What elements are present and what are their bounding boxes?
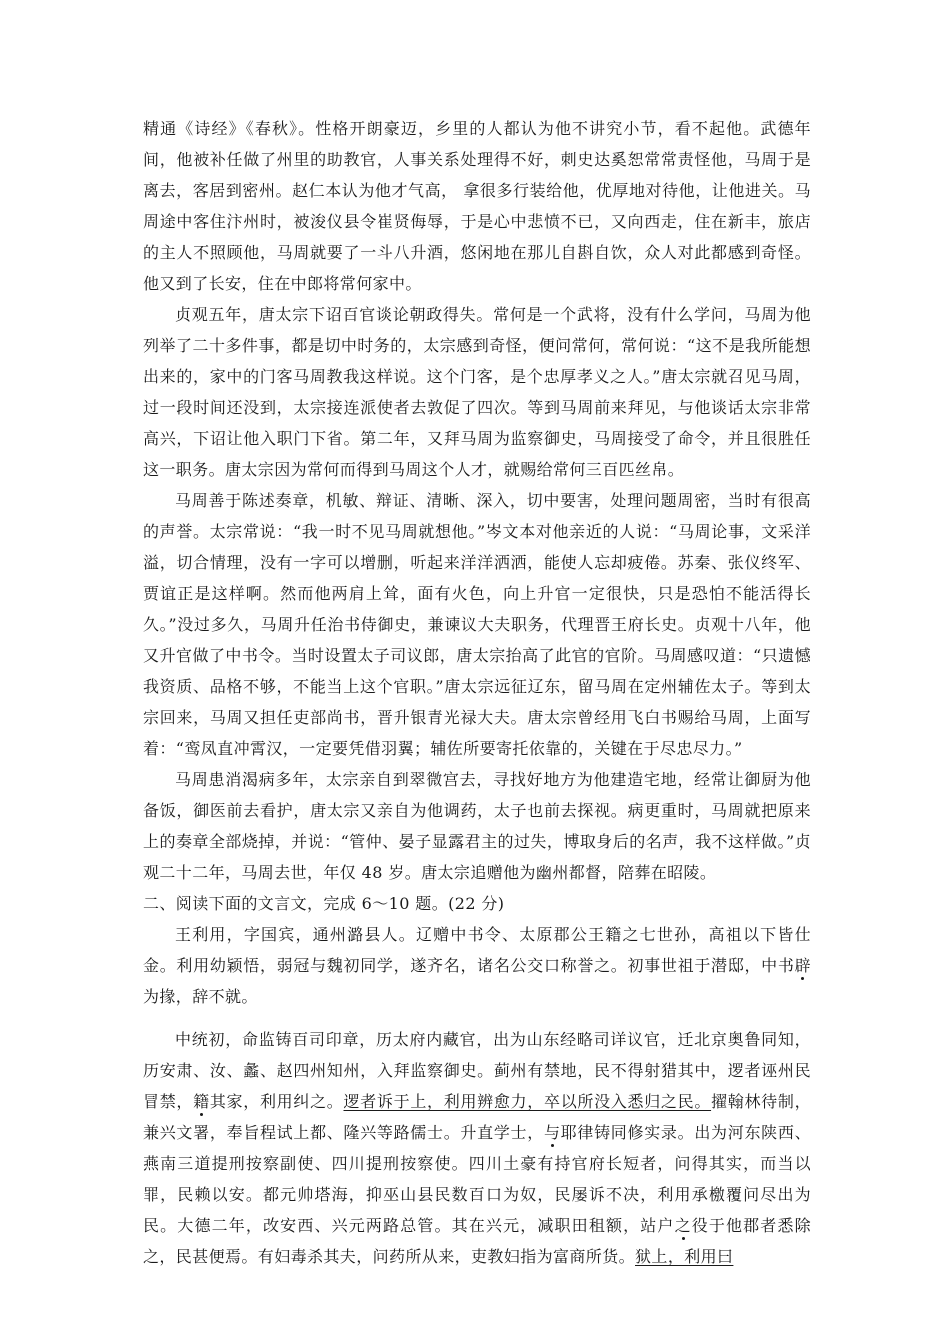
paragraph-6 — [143, 1024, 811, 1272]
section-heading: 二、阅读下面的文言文，完成 6～10 题。(22 分) — [143, 894, 505, 913]
paragraph-5-text-a: 王利用，字国宾，通州潞县人。辽赠中书令、太原郡公王籍之七世孙，高祖以下皆仕金。利用幼颖悟，弱冠与魏初同学，遂齐名，诸名公交口称誉之。初事世祖于潜邸，中书 — [143, 925, 811, 975]
paragraph-gap — [143, 1012, 811, 1024]
paragraph-3: 马周善于陈述奏章，机敏、辩证、清晰、深入，切中要害，处理问题周密，当时有很高的声誉。太宗常说：“我一时不见马周就想他。”岑文本对他亲近的人说：“马周论事，文采洋溢，切合情理，没有一字可以增删，听起来洋洋洒洒，能使人忘却疲倦。苏秦、张仪终军、贾谊正是这样啊。然而他两肩上耸，面有火色，向上升官一定很快，只是恐怕不能活得长久。”没过多久，马周升任治书侍御史，兼谏议大夫职务，代理晋王府长史。贞观十八年，他又升官做了中书令。当时设置太子司议郎，唐太宗抬高了此官的官阶。马周感叹道：“只遗憾我资质、品格不够，不能当上这个官职。”唐太宗远征辽东，留马周在定州辅佐太子。等到太宗回来，马周又担任吏部尚书，晋升银青光禄大夫。唐太宗曾经用飞白书赐给马周，上面写着：“鸾凤直冲霄汉，一定要凭借羽翼；辅佐所要寄托依靠的，关键在于尽忠尽力。” — [143, 491, 811, 758]
underlined-sentence: 狱上，利用曰 — [635, 1247, 734, 1266]
paragraph-4: 马周患消渴病多年，太宗亲自到翠微宫去，寻找好地方为他建造宅地，经常让御厨为他备饭，御医前去看护，唐太宗又亲自为他调药，太子也前去探视。病更重时，马周就把原来上的奏章全部烧掉，并说：“管仲、晏子显露君主的过失，博取身后的名声，我不这样做。”贞观二十二年，马周去世，年仅 48 岁。唐太宗追赠他为幽州都督，陪葬在昭陵。 — [143, 770, 811, 882]
emphasis-dot-char: 与 — [543, 1123, 561, 1142]
emphasis-dot-char: 籍 — [193, 1092, 210, 1111]
paragraph-6-text-a: 中统初，命监铸百司印章，历太府内藏官，出为山东经略司详议官，迁北京奥鲁同知，历安肃、汝、蠡、赵四州知州，入拜监察御史。蓟州有禁地，民不得射猎其中，逻者诬州民冒禁， — [143, 1030, 811, 1111]
paragraph-6-text-b: 其家，利用纠之。 — [209, 1092, 344, 1111]
paragraph-6-text-c: 擢翰林待制，兼兴文署，奉旨程试上都、隆兴等路儒士。升直学士， — [143, 1092, 811, 1142]
paragraph-6-text-d: 耶律铸同修实录。出为河东陕西、燕南三道提刑按察副使、四川提刑按察使。四川土豪有持官府长短者，问得其实，而当以罪，民赖以安。都元帅塔海，抑巫山县民数百口为奴，民屡诉不决，利用承檄覆问尽出为民。大德二年，改安西、兴元两路总管。其在兴元，减职田租额，站户 — [143, 1123, 811, 1235]
paragraph-5-text-b: 为掾，辞不就。 — [143, 987, 258, 1006]
emphasis-dot-char: 之 — [674, 1216, 692, 1235]
emphasis-dot-char: 辟 — [794, 956, 811, 975]
paragraph-2: 贞观五年，唐太宗下诏百官谈论朝政得失。常何是一个武将，没有什么学问，马周为他列举了二十多件事，都是切中时务的，太宗感到奇怪，便问常何，常何说：“这不是我所能想出来的，家中的门客马周教我这样说。这个门客，是个忠厚孝义之人。”唐太宗就召见马周，过一段时间还没到，太宗接连派使者去敦促了四次。等到马周前来拜见，与他谈话太宗非常高兴，下诏让他入职门下省。第二年，又拜马周为监察御史，马周接受了命令，并且很胜任这一职务。唐太宗因为常何而得到马周这个人才，就赐给常何三百匹丝帛。 — [143, 305, 811, 479]
paragraph-5 — [143, 919, 811, 1012]
document-body — [143, 113, 811, 1272]
paragraph-6-text-e: 役于他郡者悉除之，民甚便焉。有妇毒杀其夫，问药所从来，吏教妇指为富商所货。 — [143, 1216, 811, 1266]
paragraph-1: 精通《诗经》《春秋》。性格开朗豪迈，乡里的人都认为他不讲究小节，看不起他。武德年间，他被补任做了州里的助教官，人事关系处理得不好，刺史达奚恕常常责怪他，马周于是离去，客居到密州。赵仁本认为他才气高， 拿很多行装给他，优厚地对待他，让他进关。马周途中客住汴州时，被浚仪县令崔贤侮辱，于是心中悲愤不已，又向西走，住在新丰，旅店的主人不照顾他，马周就要了一斗八升酒，悠闲地在那儿自斟自饮，众人对此都感到奇怪。他又到了长安，住在中郎将常何家中。 — [143, 119, 811, 293]
underlined-sentence: 逻者诉于上，利用辨愈力，卒以所没入悉归之民。 — [343, 1092, 712, 1111]
